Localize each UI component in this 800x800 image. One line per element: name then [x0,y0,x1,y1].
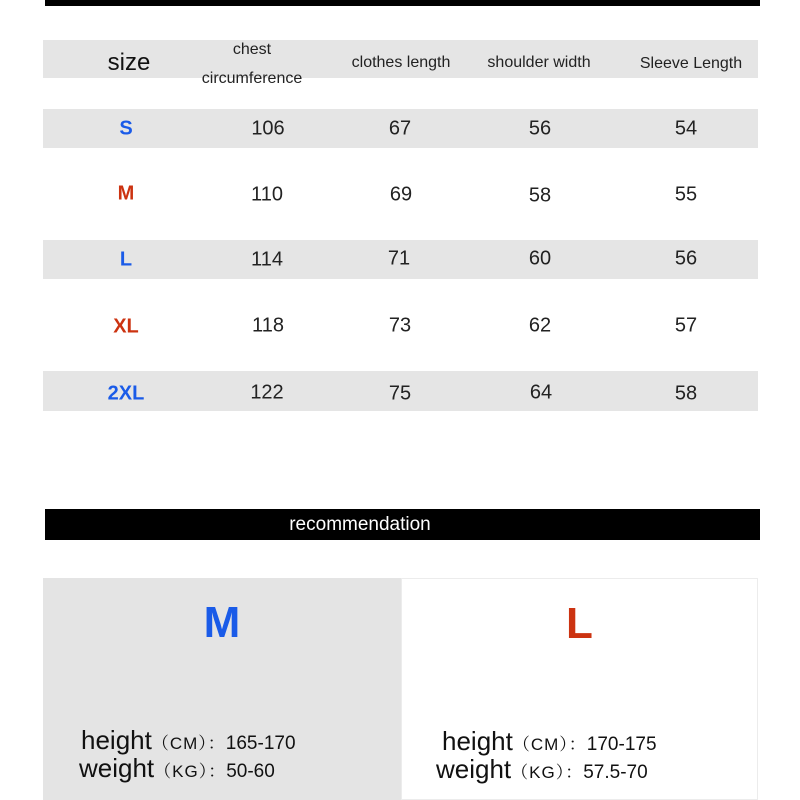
recommendation-title: recommendation [289,514,431,535]
header-clothes-length: clothes length [351,54,451,71]
chest-value: 118 [252,314,284,337]
size-label-s: S [119,117,133,140]
chest-value: 106 [251,117,285,140]
clothes-length-value: 75 [388,382,412,405]
weight-value: 57.5-70 [583,762,648,783]
weight-word: weight [79,753,155,783]
sleeve-length-value: 56 [674,247,698,270]
header-chest-line2: circumference [201,70,303,87]
chest-value: 122 [250,381,284,404]
sleeve-length-value: 54 [674,117,698,140]
sleeve-length-value: 58 [674,382,698,405]
recommended-size-m: M [203,598,241,647]
size-label-2xl: 2XL [107,382,145,405]
height-value: 165-170 [225,733,296,754]
chest-value: 114 [251,248,283,271]
shoulder-width-value: 56 [528,117,552,140]
weight-word: weight [436,754,512,784]
shoulder-width-value: 62 [528,314,552,337]
height-line [442,726,657,757]
weight-line [79,753,275,784]
header-shoulder-width: shoulder width [487,54,591,71]
height-unit: （CM）： [151,734,226,753]
weight-unit: （KG）： [511,763,584,782]
size-label-l: L [119,248,133,271]
sleeve-length-value: 55 [674,183,698,206]
shoulder-width-value: 60 [528,247,552,270]
recommendation-panel-m [43,578,401,800]
height-unit: （CM）： [512,735,587,754]
weight-value: 50-60 [226,761,275,782]
weight-unit: （KG）： [154,762,227,781]
header-chest [202,35,302,93]
height-word: height [81,725,152,755]
shoulder-width-value: 64 [529,381,553,404]
height-word: height [442,726,513,756]
size-label-xl: XL [113,315,139,338]
recommendation-bar [45,509,760,540]
clothes-length-value: 73 [388,314,412,337]
header-sleeve-length: Sleeve Length [639,55,743,72]
clothes-length-value: 71 [387,247,411,270]
clothes-length-value: 67 [388,117,412,140]
size-label-m: M [117,182,135,205]
shoulder-width-value: 58 [528,184,552,207]
recommendation-panel-l [401,578,758,800]
header-size: size [107,49,151,76]
height-line [81,725,296,756]
header-chest-line1: chest [232,41,272,58]
top-divider-bar [45,0,760,6]
recommended-size-l: L [566,599,593,648]
weight-line [436,754,648,785]
sleeve-length-value: 57 [674,314,698,337]
clothes-length-value: 69 [389,183,413,206]
chest-value: 110 [251,183,283,206]
height-value: 170-175 [586,734,657,755]
